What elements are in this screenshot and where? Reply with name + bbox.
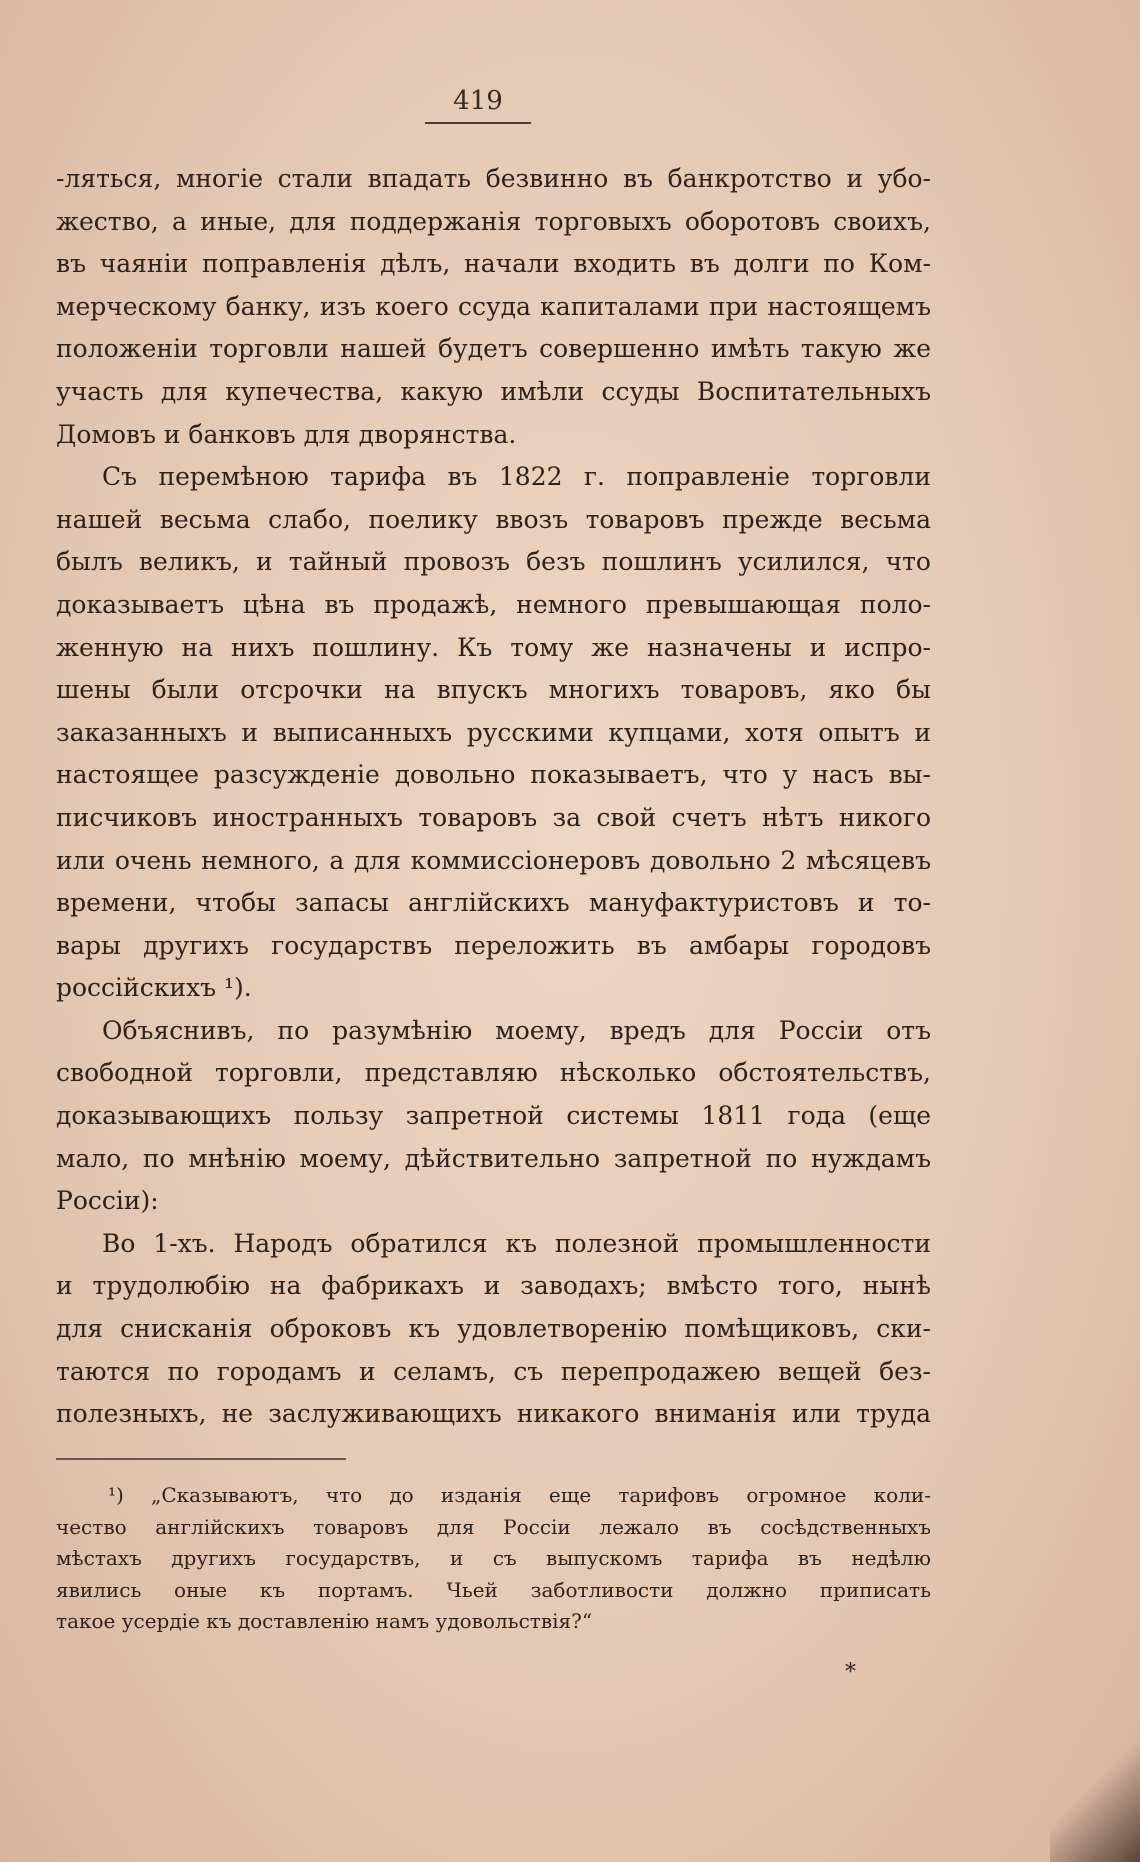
text-line: мало, по мнѣнію моему, дѣйствительно запретной по нуждамъ [56,1143,931,1173]
text-line: доказывающихъ пользу запретной системы 1811 года (еще [56,1101,931,1131]
text-line: участь для купечества, какую имѣли ссуды Воспитательныхъ [56,376,931,406]
footnote-rule [56,1458,346,1460]
text-line: Во 1-хъ. Народъ обратился къ полезной промышленности [102,1228,931,1258]
body-text [56,158,931,1436]
text-line: -ляться, многіе стали впадать безвинно въ банкротство и убо- [56,164,931,193]
footnote-line: мѣстахъ другихъ государствъ, и съ выпускомъ тарифа въ недѣлю [56,1546,931,1570]
text-line: писчиковъ иностранныхъ товаровъ за свой счетъ нѣтъ никого [56,802,931,832]
text-line: былъ великъ, и тайный провозъ безъ пошлинъ усилился, что [56,547,931,577]
text-line: и трудолюбію на фабрикахъ и заводахъ; вмѣсто того, нынѣ [56,1271,931,1301]
text-line: или очень немного, а для коммиссіонеровъ довольно 2 мѣсяцевъ [56,845,931,875]
page-number: 419 [453,86,503,116]
text-line: положеніи торговли нашей будетъ совершенно имѣть такую же [56,334,931,364]
text-line: женную на нихъ пошлину. Къ тому же назначены и испро- [56,632,931,662]
text-line: Россіи): [56,1186,159,1216]
text-line: вары другихъ государствъ переложить въ амбары городовъ [56,930,931,960]
text-line: доказываетъ цѣна въ продажѣ, немного превышающая поло- [56,589,931,619]
text-line: времени, чтобы запасы англійскихъ мануфактуристовъ и то- [56,888,931,918]
text-line: мерческому банку, изъ коего ссуда капиталами при настоящемъ [56,291,931,321]
signature-asterisk: * [845,1660,856,1685]
footnote-line: чество англійскихъ товаровъ для Россіи лежало въ сосѣдственныхъ [56,1514,931,1539]
text-line: для снисканія оброковъ къ удовлетворенію помѣщиковъ, ски- [56,1314,931,1344]
text-line: шены были отсрочки на впускъ многихъ товаровъ, яко бы [56,675,931,705]
text-line: Съ перемѣною тарифа въ 1822 г. поправленіе торговли [102,462,931,492]
text-line: Домовъ и банковъ для дворянства. [56,419,517,449]
text-line: настоящее разсужденіе довольно показываетъ, что у насъ вы- [56,760,931,790]
text-line: полезныхъ, не заслуживающихъ никакого вниманія или труда [56,1399,931,1429]
footnote-line: такое усердіе къ доставленію намъ удовольствія?“ [56,1609,593,1633]
text-line: нашей весьма слабо, поелику ввозъ товаровъ прежде весьма [56,504,931,534]
text-line: заказанныхъ и выписанныхъ русскими купцами, хотя опытъ и [56,717,931,747]
text-line: Объяснивъ, по разумѣнію моему, вредъ для Россіи отъ [102,1015,931,1045]
text-line: жество, а иные, для поддержанія торговыхъ оборотовъ своихъ, [56,206,931,236]
text-line: россійскихъ ¹). [56,973,252,1003]
text-line: свободной торговли, представляю нѣсколько обстоятельствъ, [56,1058,931,1088]
text-line: въ чаяніи поправленія дѣлъ, начали входить въ долги по Ком- [56,249,931,279]
page-edge-shadow [1050,1742,1140,1862]
footnote-line: явились оные къ портамъ. Чьей заботливости должно приписать [56,1577,931,1602]
footnote-line: ¹) „Сказываютъ, что до изданія еще тарифовъ огромное коли- [108,1483,931,1507]
text-line: таются по городамъ и селамъ, съ перепродажею вещей без- [56,1356,931,1386]
page-number-rule [425,122,531,124]
footnote [56,1480,931,1638]
